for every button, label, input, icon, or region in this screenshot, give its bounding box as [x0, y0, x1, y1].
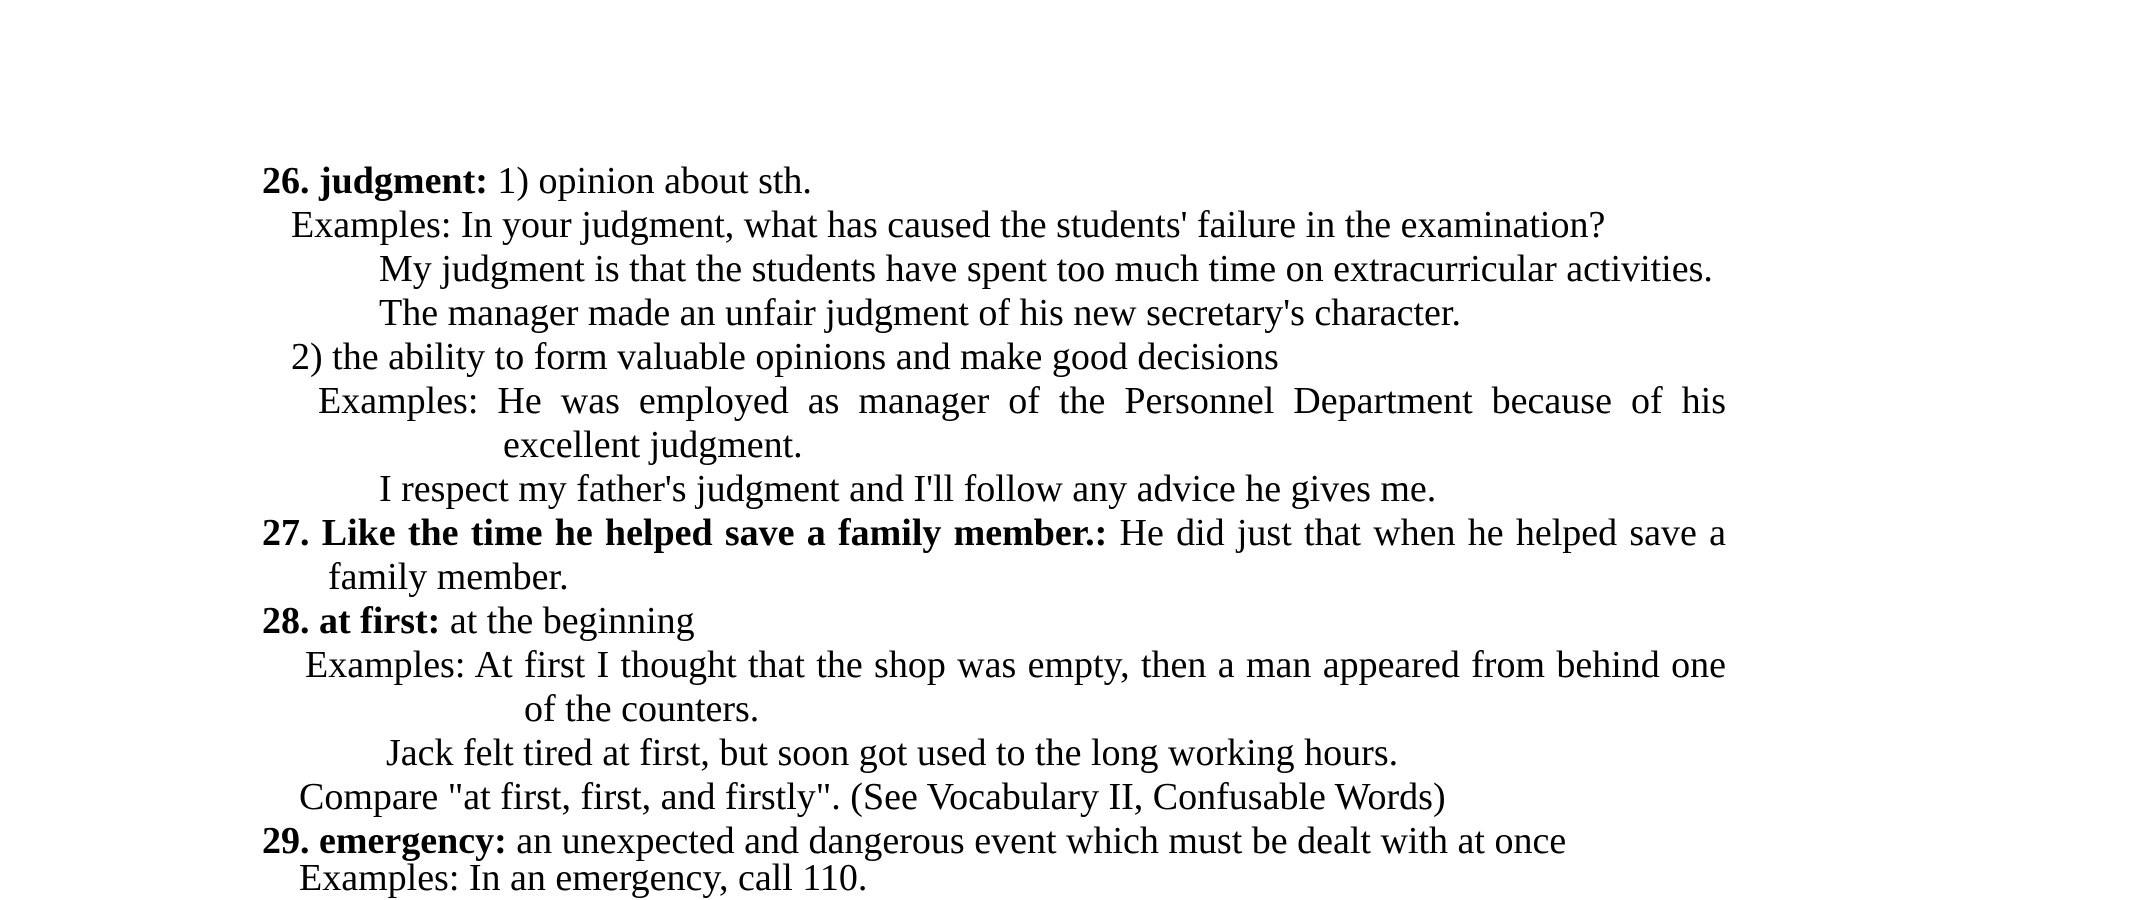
entry-27-term: 27. Like the time he helped save a family member.:	[262, 512, 1108, 554]
entry-26-example-4-cont: excellent judgment.	[503, 424, 803, 466]
entry-29-term: 29. emergency:	[262, 820, 507, 862]
entry-28-compare: Compare "at first, first, and firstly". (See Vocabulary II, Confusable Words)	[299, 776, 1446, 818]
entry-26-heading	[262, 159, 812, 203]
entry-26-definition-1: 1) opinion about sth.	[487, 160, 812, 202]
entry-28-term: 28. at first:	[262, 600, 441, 642]
entry-27-heading	[262, 511, 1726, 555]
entry-26-example-2: My judgment is that the students have spent too much time on extracurricular activities.	[379, 248, 1713, 290]
entry-29-example-1: Examples: In an emergency, call 110.	[299, 857, 868, 899]
entry-26-term: 26. judgment:	[262, 160, 488, 202]
entry-26-example-4: Examples: He was employed as manager of the Personnel Department because of his	[318, 380, 1726, 422]
entry-28-definition: at the beginning	[440, 600, 695, 642]
entry-28-example-2: Jack felt tired at first, but soon got used to the long working hours.	[386, 732, 1399, 774]
entry-27-definition: He did just that when he helped save a	[1107, 512, 1726, 554]
entry-26-definition-2: 2) the ability to form valuable opinions and make good decisions	[291, 336, 1279, 378]
entry-29-definition: an unexpected and dangerous event which must be dealt with at once	[506, 820, 1567, 862]
entry-26-example-1: Examples: In your judgment, what has caused the students' failure in the examination?	[291, 204, 1606, 246]
entry-26-example-5: I respect my father's judgment and I'll follow any advice he gives me.	[379, 468, 1437, 510]
entry-26-example-3: The manager made an unfair judgment of his new secretary's character.	[379, 292, 1461, 334]
entry-27-definition-cont: family member.	[328, 556, 569, 598]
entry-28-example-1-cont: of the counters.	[524, 688, 760, 730]
entry-28-heading	[262, 599, 695, 643]
entry-28-example-1: Examples: At first I thought that the shop was empty, then a man appeared from behind one	[305, 644, 1726, 686]
